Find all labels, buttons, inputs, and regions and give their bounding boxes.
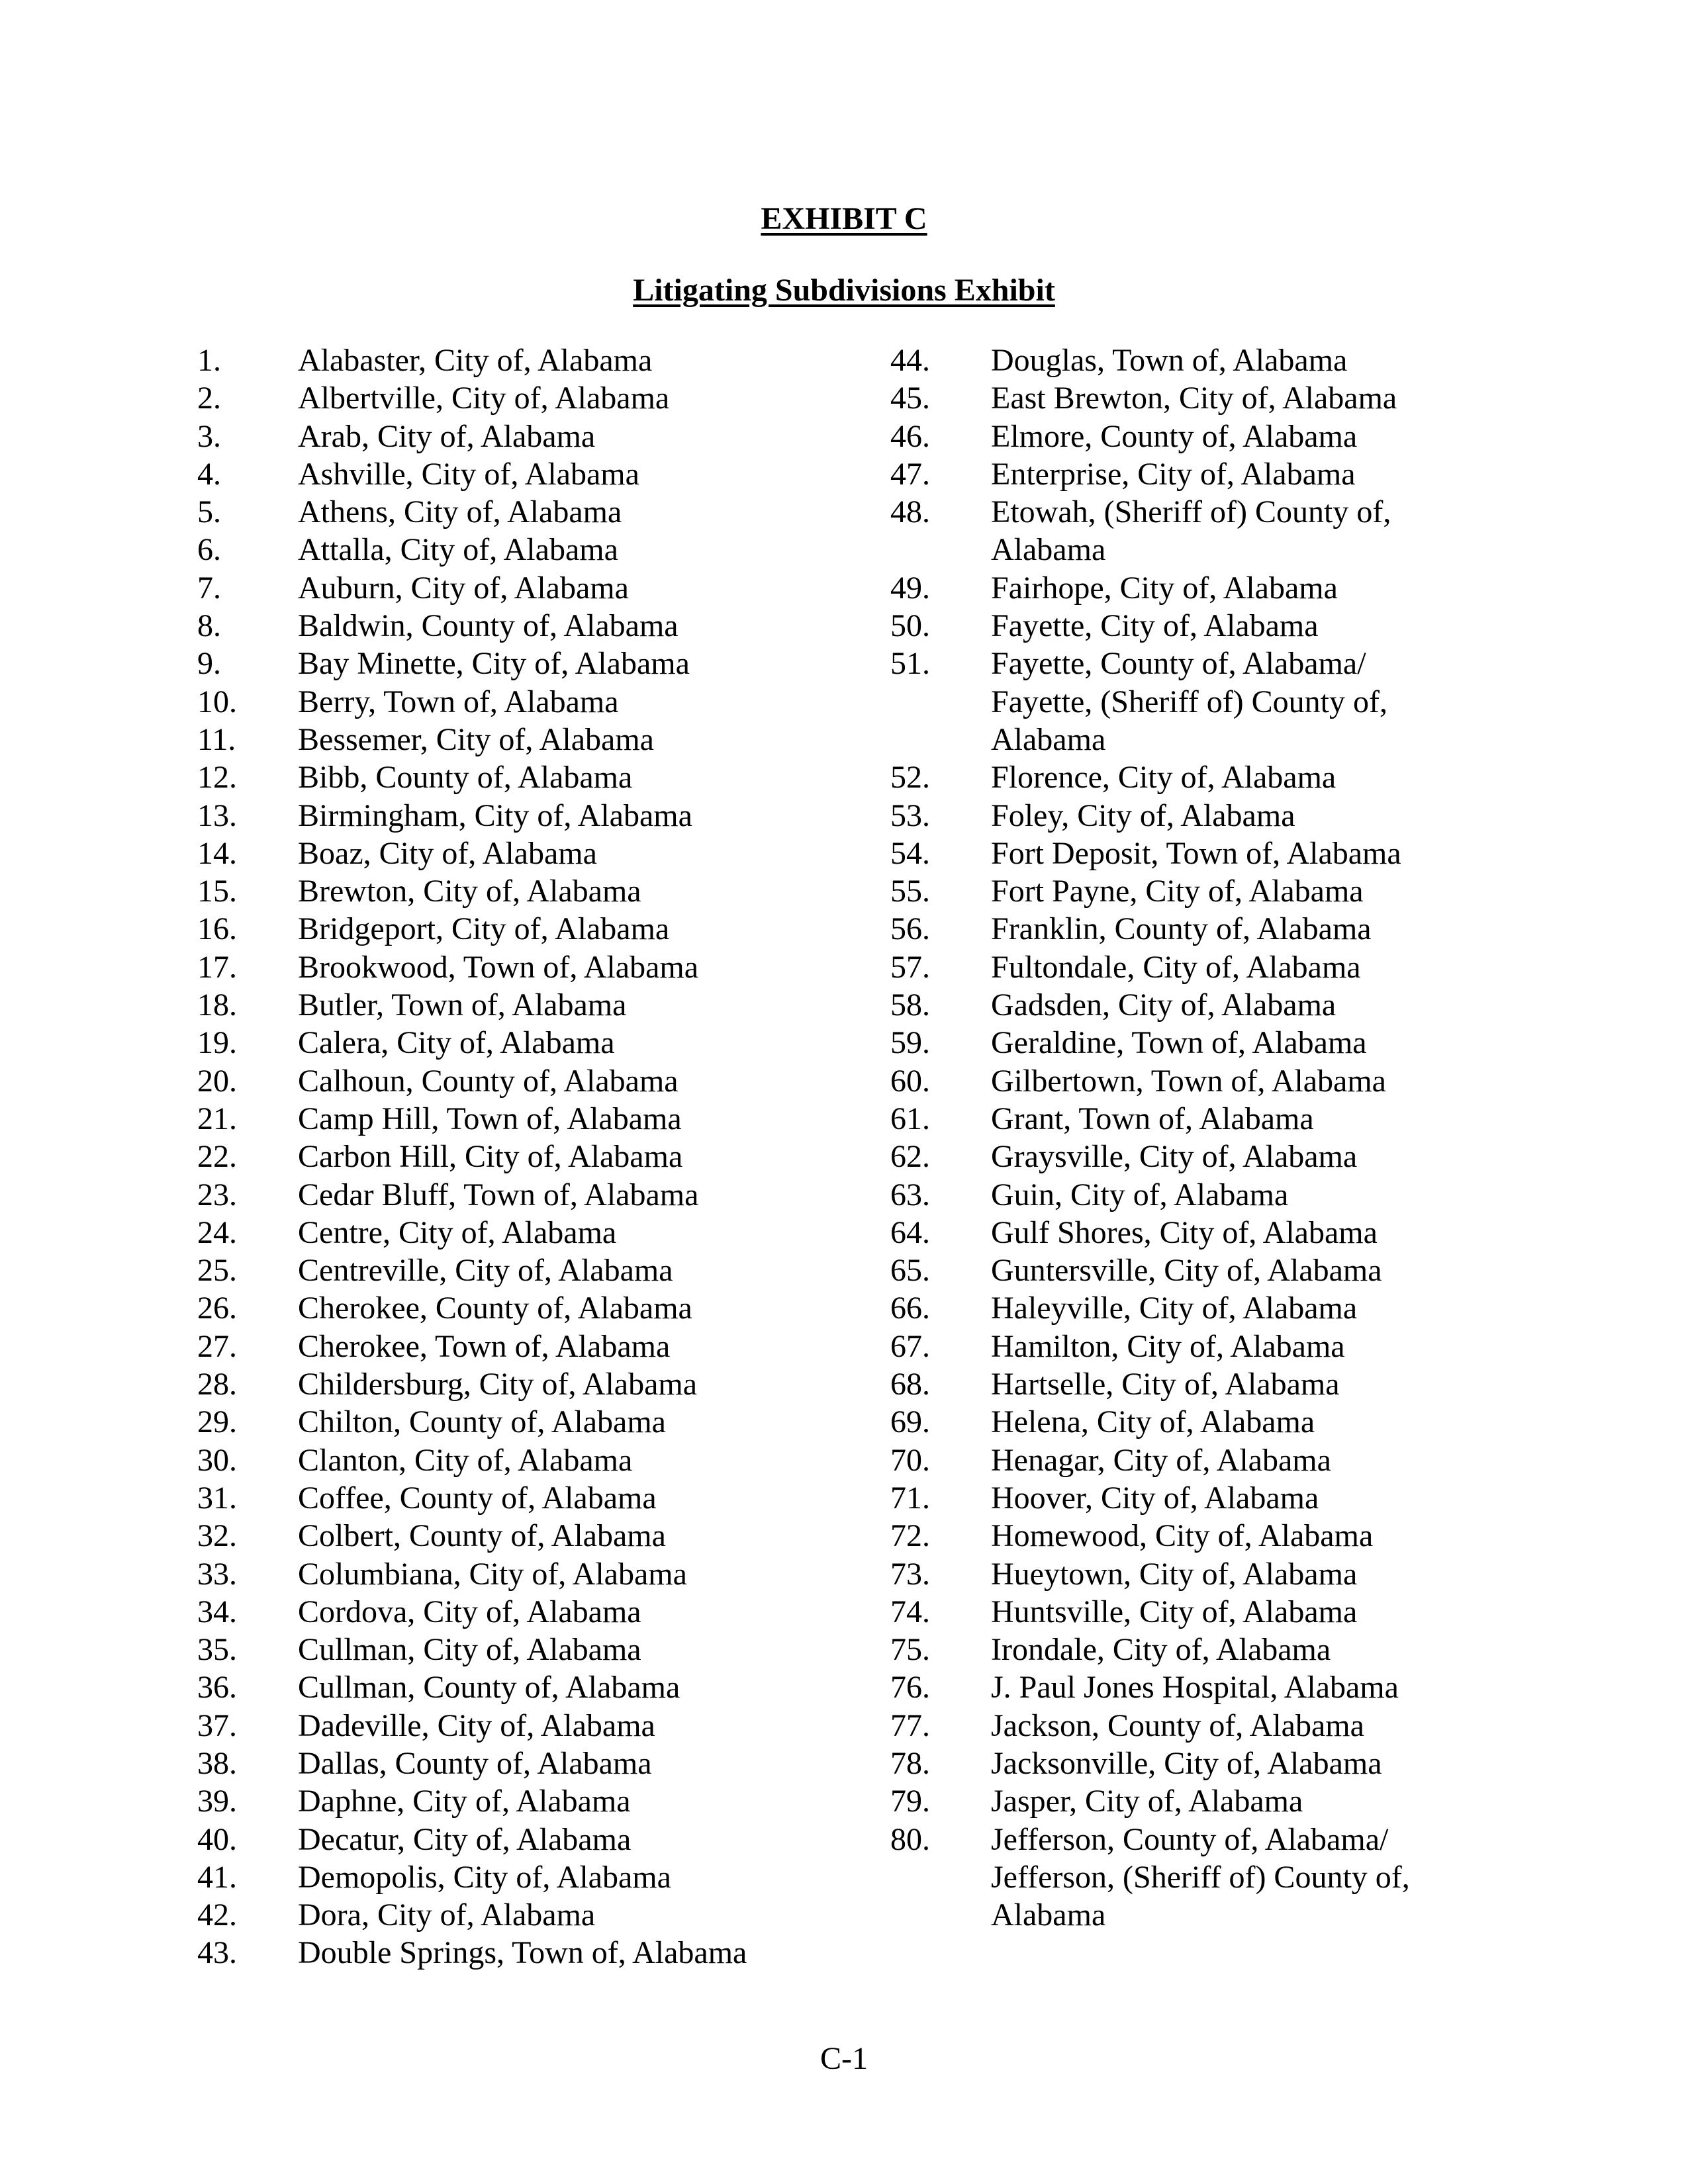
item-number: 78. [890, 1745, 930, 1781]
item-number: 16. [197, 911, 237, 947]
item-text: Gilbertown, Town of, Alabama [991, 1063, 1386, 1099]
list-item [197, 872, 879, 910]
list-item [197, 1782, 879, 1820]
item-text: Helena, City of, Alabama [991, 1404, 1315, 1440]
item-text: Enterprise, City of, Alabama [991, 456, 1356, 492]
item-text: Demopolis, City of, Alabama [298, 1859, 671, 1895]
item-text: Carbon Hill, City of, Alabama [298, 1139, 683, 1175]
item-number: 73. [890, 1556, 930, 1592]
item-text: Arab, City of, Alabama [298, 418, 596, 454]
subdivision-list-right [890, 341, 1486, 1934]
item-number: 10. [197, 684, 237, 719]
list-item [890, 1176, 1486, 1214]
list-item [890, 607, 1486, 645]
item-text: Butler, Town of, Alabama [298, 987, 627, 1023]
item-number: 42. [197, 1897, 237, 1933]
list-item [890, 872, 1486, 910]
list-item [890, 418, 1486, 455]
list-item [890, 1479, 1486, 1517]
list-item [197, 721, 879, 758]
item-number: 56. [890, 911, 930, 947]
list-item [890, 1365, 1486, 1403]
item-number: 22. [197, 1139, 237, 1175]
item-text: Double Springs, Town of, Alabama [298, 1935, 747, 1971]
list-item [890, 379, 1486, 417]
item-text: Geraldine, Town of, Alabama [991, 1025, 1367, 1061]
list-item [890, 910, 1486, 948]
item-text: Gulf Shores, City of, Alabama [991, 1214, 1378, 1250]
item-number: 48. [890, 494, 930, 530]
list-item [890, 986, 1486, 1024]
item-number: 66. [890, 1291, 930, 1326]
item-number: 24. [197, 1214, 237, 1250]
item-text: Calhoun, County of, Alabama [298, 1063, 679, 1099]
item-text: Camp Hill, Town of, Alabama [298, 1101, 682, 1136]
item-number: 58. [890, 987, 930, 1023]
list-item [197, 341, 879, 379]
item-text: Cullman, County of, Alabama [298, 1670, 680, 1706]
item-number: 5. [197, 494, 221, 530]
list-item [197, 1555, 879, 1593]
item-number: 27. [197, 1328, 237, 1364]
item-text: Henagar, City of, Alabama [991, 1442, 1331, 1478]
item-number: 18. [197, 987, 237, 1023]
list-item [890, 645, 1486, 758]
list-item [197, 948, 879, 986]
list-item [197, 1858, 879, 1896]
item-number: 1. [197, 343, 221, 378]
list-item [197, 683, 879, 721]
item-text: Hartselle, City of, Alabama [991, 1367, 1340, 1402]
item-text: Florence, City of, Alabama [991, 760, 1336, 796]
list-item [197, 569, 879, 607]
item-text: Haleyville, City of, Alabama [991, 1291, 1358, 1326]
item-text: Jacksonville, City of, Alabama [991, 1745, 1382, 1781]
list-item [197, 758, 879, 796]
item-number: 9. [197, 646, 221, 682]
item-text: Fort Deposit, Town of, Alabama [991, 835, 1401, 871]
list-item [890, 1707, 1486, 1745]
list-item [890, 1441, 1486, 1479]
list-item [197, 1441, 879, 1479]
item-number: 32. [197, 1518, 237, 1554]
list-item [197, 607, 879, 645]
list-item [890, 1403, 1486, 1441]
item-number: 61. [890, 1101, 930, 1136]
item-text: Colbert, County of, Alabama [298, 1518, 666, 1554]
item-text: Graysville, City of, Alabama [991, 1139, 1358, 1175]
item-number: 75. [890, 1632, 930, 1668]
item-text: Douglas, Town of, Alabama [991, 343, 1348, 378]
list-item [890, 1138, 1486, 1175]
item-number: 80. [890, 1821, 930, 1857]
item-text: Irondale, City of, Alabama [991, 1632, 1331, 1668]
item-number: 43. [197, 1935, 237, 1971]
item-number: 11. [197, 721, 236, 757]
item-number: 72. [890, 1518, 930, 1554]
item-number: 17. [197, 949, 237, 985]
item-number: 35. [197, 1632, 237, 1668]
item-text: J. Paul Jones Hospital, Alabama [991, 1670, 1399, 1706]
item-text: Cullman, City of, Alabama [298, 1632, 641, 1668]
item-text: Jasper, City of, Alabama [991, 1784, 1303, 1819]
list-item [197, 418, 879, 455]
list-item [890, 1593, 1486, 1631]
list-item [197, 1593, 879, 1631]
list-item [197, 1251, 879, 1289]
list-item [197, 1517, 879, 1555]
item-text: Bay Minette, City of, Alabama [298, 646, 690, 682]
item-text: Gadsden, City of, Alabama [991, 987, 1336, 1023]
list-item [890, 493, 1486, 569]
item-text: Fort Payne, City of, Alabama [991, 874, 1364, 909]
item-number: 29. [197, 1404, 237, 1440]
item-text: Fultondale, City of, Alabama [991, 949, 1361, 985]
item-number: 77. [890, 1707, 930, 1743]
list-item [197, 379, 879, 417]
item-text: Centre, City of, Alabama [298, 1214, 617, 1250]
list-item [890, 1100, 1486, 1138]
item-text: Foley, City of, Alabama [991, 797, 1295, 833]
list-item [197, 1176, 879, 1214]
item-number: 6. [197, 532, 221, 568]
list-item [890, 1062, 1486, 1100]
item-number: 79. [890, 1784, 930, 1819]
item-text: Hueytown, City of, Alabama [991, 1556, 1358, 1592]
list-item [890, 797, 1486, 835]
list-item [197, 531, 879, 569]
list-item [197, 986, 879, 1024]
item-number: 46. [890, 418, 930, 454]
list-item [890, 569, 1486, 607]
list-item [890, 1289, 1486, 1327]
list-item [197, 1214, 879, 1251]
item-number: 55. [890, 874, 930, 909]
item-text: Attalla, City of, Alabama [298, 532, 618, 568]
item-number: 41. [197, 1859, 237, 1895]
item-number: 76. [890, 1670, 930, 1706]
item-number: 30. [197, 1442, 237, 1478]
list-item [197, 1668, 879, 1706]
item-text: Boaz, City of, Alabama [298, 835, 597, 871]
item-text: Brookwood, Town of, Alabama [298, 949, 699, 985]
item-text: Calera, City of, Alabama [298, 1025, 615, 1061]
item-number: 45. [890, 381, 930, 416]
list-item [890, 1251, 1486, 1289]
item-number: 3. [197, 418, 221, 454]
item-number: 7. [197, 570, 221, 606]
item-text: Dallas, County of, Alabama [298, 1745, 652, 1781]
exhibit-subtitle: Litigating Subdivisions Exhibit [633, 273, 1055, 308]
item-number: 63. [890, 1177, 930, 1212]
list-item [890, 1668, 1486, 1706]
item-text: Hoover, City of, Alabama [991, 1480, 1319, 1516]
item-text: Cherokee, County of, Alabama [298, 1291, 692, 1326]
item-text: Cedar Bluff, Town of, Alabama [298, 1177, 699, 1212]
item-number: 40. [197, 1821, 237, 1857]
item-text: Cordova, City of, Alabama [298, 1594, 641, 1629]
item-text: Centreville, City of, Alabama [298, 1253, 673, 1289]
item-number: 13. [197, 797, 237, 833]
item-text: Brewton, City of, Alabama [298, 874, 641, 909]
item-text: Athens, City of, Alabama [298, 494, 622, 530]
item-text: Franklin, County of, Alabama [991, 911, 1372, 947]
item-text: Jackson, County of, Alabama [991, 1707, 1364, 1743]
list-item [890, 1328, 1486, 1365]
list-item [890, 1555, 1486, 1593]
item-number: 60. [890, 1063, 930, 1099]
list-item [890, 1821, 1486, 1934]
item-number: 19. [197, 1025, 237, 1061]
item-text: Huntsville, City of, Alabama [991, 1594, 1358, 1629]
subdivision-list-left [197, 341, 879, 1972]
item-number: 64. [890, 1214, 930, 1250]
item-number: 74. [890, 1594, 930, 1629]
item-text: Bessemer, City of, Alabama [298, 721, 654, 757]
list-item [890, 1631, 1486, 1668]
list-item [197, 835, 879, 872]
list-item [890, 758, 1486, 796]
item-text: Coffee, County of, Alabama [298, 1480, 657, 1516]
item-number: 26. [197, 1291, 237, 1326]
item-text: Birmingham, City of, Alabama [298, 797, 692, 833]
list-item [197, 1479, 879, 1517]
item-text: Fairhope, City of, Alabama [991, 570, 1338, 606]
item-number: 36. [197, 1670, 237, 1706]
list-item [197, 1821, 879, 1858]
item-text: Auburn, City of, Alabama [298, 570, 629, 606]
list-item [890, 1745, 1486, 1782]
list-item [890, 455, 1486, 493]
list-item [890, 1024, 1486, 1062]
item-number: 44. [890, 343, 930, 378]
item-number: 4. [197, 456, 221, 492]
item-text: Guntersville, City of, Alabama [991, 1253, 1382, 1289]
item-number: 14. [197, 835, 237, 871]
item-number: 62. [890, 1139, 930, 1175]
item-number: 15. [197, 874, 237, 909]
item-text: Grant, Town of, Alabama [991, 1101, 1314, 1136]
item-number: 23. [197, 1177, 237, 1212]
item-number: 68. [890, 1367, 930, 1402]
item-text: Decatur, City of, Alabama [298, 1821, 632, 1857]
item-number: 52. [890, 760, 930, 796]
item-number: 25. [197, 1253, 237, 1289]
item-text: Albertville, City of, Alabama [298, 381, 670, 416]
list-item [890, 1782, 1486, 1820]
item-text: Ashville, City of, Alabama [298, 456, 639, 492]
item-number: 47. [890, 456, 930, 492]
list-item [197, 1328, 879, 1365]
item-number: 31. [197, 1480, 237, 1516]
item-number: 37. [197, 1707, 237, 1743]
item-text: Chilton, County of, Alabama [298, 1404, 666, 1440]
list-item [197, 1024, 879, 1062]
list-item [197, 1631, 879, 1668]
item-text: Columbiana, City of, Alabama [298, 1556, 687, 1592]
list-item [890, 835, 1486, 872]
list-item [197, 1138, 879, 1175]
list-item [197, 1365, 879, 1403]
list-item [197, 455, 879, 493]
list-item [197, 1403, 879, 1441]
item-number: 71. [890, 1480, 930, 1516]
item-text: Homewood, City of, Alabama [991, 1518, 1374, 1554]
item-text: Fayette, City of, Alabama [991, 608, 1319, 644]
list-item [197, 797, 879, 835]
list-item [197, 1934, 879, 1972]
item-number: 70. [890, 1442, 930, 1478]
item-number: 51. [890, 646, 930, 682]
list-item [197, 1896, 879, 1934]
item-text: Clanton, City of, Alabama [298, 1442, 633, 1478]
item-number: 49. [890, 570, 930, 606]
item-number: 67. [890, 1328, 930, 1364]
item-number: 69. [890, 1404, 930, 1440]
item-number: 20. [197, 1063, 237, 1099]
item-text: Etowah, (Sheriff of) County of, Alabama [991, 494, 1391, 568]
item-text: Berry, Town of, Alabama [298, 684, 619, 719]
list-item [890, 948, 1486, 986]
item-text: Cherokee, Town of, Alabama [298, 1328, 671, 1364]
item-number: 2. [197, 381, 221, 416]
list-item [197, 1707, 879, 1745]
item-text: Dora, City of, Alabama [298, 1897, 596, 1933]
item-text: Daphne, City of, Alabama [298, 1784, 631, 1819]
item-number: 57. [890, 949, 930, 985]
list-item [890, 1214, 1486, 1251]
page-number: C-1 [820, 2041, 868, 2076]
list-item [197, 493, 879, 531]
item-text: Alabaster, City of, Alabama [298, 343, 653, 378]
item-number: 21. [197, 1101, 237, 1136]
item-number: 39. [197, 1784, 237, 1819]
item-number: 54. [890, 835, 930, 871]
item-text: East Brewton, City of, Alabama [991, 381, 1397, 416]
item-text: Fayette, County of, Alabama/ Fayette, (Sheriff of) County of, Alabama [991, 646, 1387, 757]
item-text: Jefferson, County of, Alabama/ Jefferson, (Sheriff of) County of, Alabama [991, 1821, 1410, 1933]
item-number: 34. [197, 1594, 237, 1629]
item-text: Baldwin, County of, Alabama [298, 608, 679, 644]
item-text: Childersburg, City of, Alabama [298, 1367, 698, 1402]
item-text: Dadeville, City of, Alabama [298, 1707, 655, 1743]
exhibit-title: EXHIBIT C [761, 201, 927, 236]
item-text: Bibb, County of, Alabama [298, 760, 633, 796]
item-number: 33. [197, 1556, 237, 1592]
list-item [197, 1745, 879, 1782]
item-number: 38. [197, 1745, 237, 1781]
item-number: 50. [890, 608, 930, 644]
item-number: 8. [197, 608, 221, 644]
item-text: Guin, City of, Alabama [991, 1177, 1289, 1212]
item-number: 59. [890, 1025, 930, 1061]
list-item [197, 910, 879, 948]
item-number: 28. [197, 1367, 237, 1402]
list-item [197, 1289, 879, 1327]
list-item [197, 1062, 879, 1100]
item-text: Hamilton, City of, Alabama [991, 1328, 1345, 1364]
list-item [197, 645, 879, 682]
item-text: Bridgeport, City of, Alabama [298, 911, 670, 947]
list-item [890, 341, 1486, 379]
item-number: 53. [890, 797, 930, 833]
list-item [890, 1517, 1486, 1555]
item-text: Elmore, County of, Alabama [991, 418, 1358, 454]
list-item [197, 1100, 879, 1138]
item-number: 12. [197, 760, 237, 796]
item-number: 65. [890, 1253, 930, 1289]
